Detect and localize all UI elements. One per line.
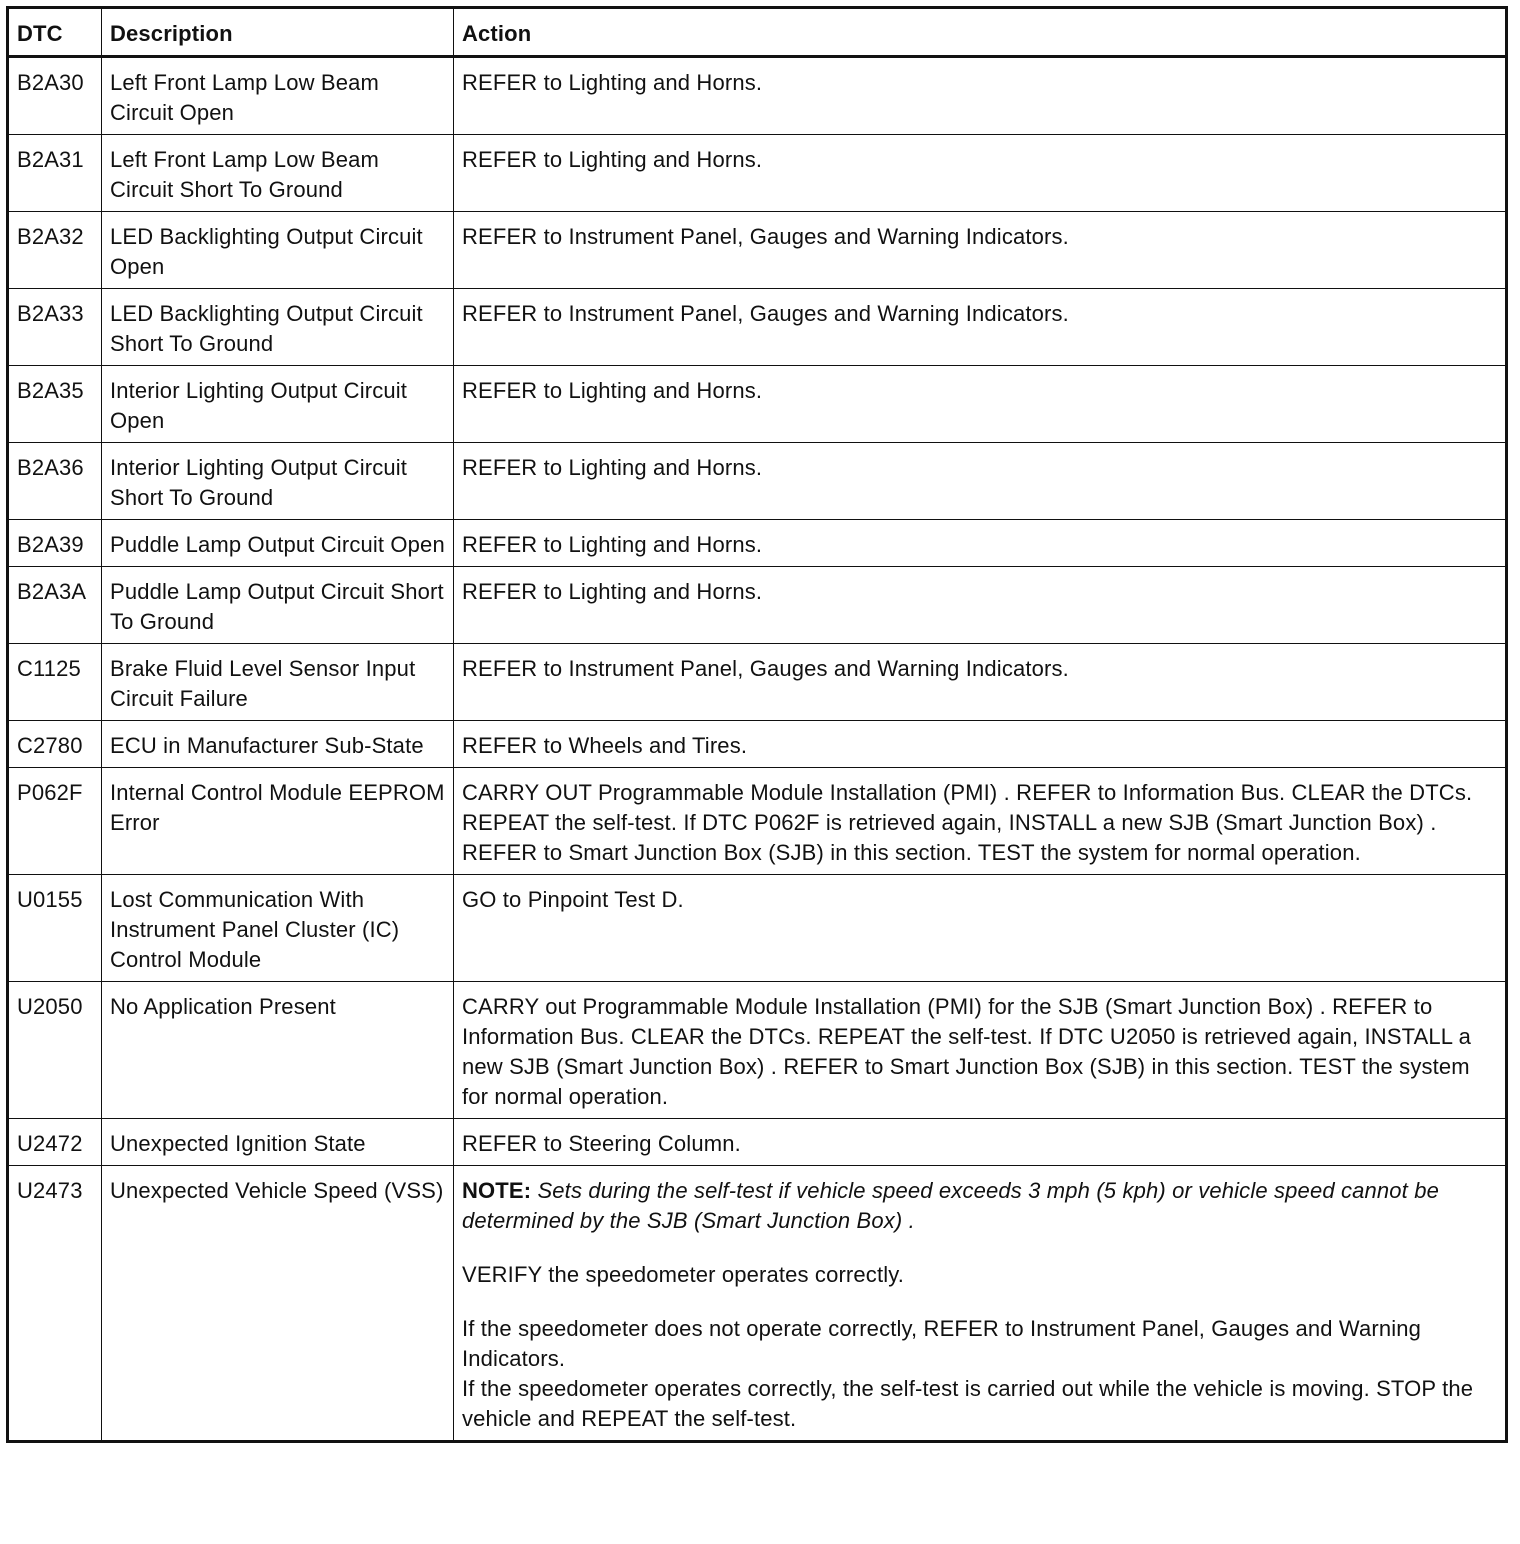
dtc-action: REFER to Lighting and Horns.	[454, 520, 1507, 567]
dtc-action: GO to Pinpoint Test D.	[454, 875, 1507, 982]
table-row	[8, 212, 1507, 289]
dtc-code: U2472	[8, 1119, 102, 1166]
dtc-code: B2A30	[8, 57, 102, 135]
dtc-description: Brake Fluid Level Sensor Input Circuit Failure	[102, 644, 454, 721]
table-row	[8, 520, 1507, 567]
dtc-action: CARRY OUT Programmable Module Installation (PMI) . REFER to Information Bus. CLEAR the DTCs. REPEAT the self-test. If DTC P062F is retrieved again, INSTALL a new SJB (Smart Junction Box) . REFER to Smart Junction Box (SJB) in this section. TEST the system for normal operation.	[454, 768, 1507, 875]
note-label: NOTE:	[462, 1178, 532, 1203]
table-row	[8, 443, 1507, 520]
table-row	[8, 721, 1507, 768]
dtc-description: LED Backlighting Output Circuit Short To Ground	[102, 289, 454, 366]
dtc-action: REFER to Instrument Panel, Gauges and Warning Indicators.	[454, 644, 1507, 721]
table-header-row	[8, 8, 1507, 57]
dtc-code: C2780	[8, 721, 102, 768]
dtc-action: REFER to Lighting and Horns.	[454, 366, 1507, 443]
if-correct-instruction: If the speedometer operates correctly, the self-test is carried out while the vehicle is moving. STOP the vehicle and REPEAT the self-test.	[462, 1376, 1474, 1431]
table-row	[8, 1119, 1507, 1166]
dtc-code: B2A3A	[8, 567, 102, 644]
dtc-description: No Application Present	[102, 982, 454, 1119]
note-text: Sets during the self-test if vehicle speed exceeds 3 mph (5 kph) or vehicle speed cannot be determined by the SJB (Smart Junction Box) .	[462, 1178, 1439, 1233]
dtc-action: REFER to Wheels and Tires.	[454, 721, 1507, 768]
verify-instruction: VERIFY the speedometer operates correctly.	[462, 1262, 905, 1287]
dtc-description: LED Backlighting Output Circuit Open	[102, 212, 454, 289]
dtc-code: C1125	[8, 644, 102, 721]
table-row	[8, 366, 1507, 443]
dtc-description: Puddle Lamp Output Circuit Short To Ground	[102, 567, 454, 644]
table-row	[8, 567, 1507, 644]
dtc-action: REFER to Lighting and Horns.	[454, 135, 1507, 212]
table-row	[8, 875, 1507, 982]
table-row	[8, 57, 1507, 135]
table-row	[8, 768, 1507, 875]
if-not-correct-instruction: If the speedometer does not operate correctly, REFER to Instrument Panel, Gauges and Warning Indicators.	[462, 1316, 1422, 1371]
dtc-code: P062F	[8, 768, 102, 875]
table-row	[8, 1166, 1507, 1442]
dtc-table	[6, 6, 1508, 1443]
dtc-action: REFER to Steering Column.	[454, 1119, 1507, 1166]
dtc-action: REFER to Instrument Panel, Gauges and Warning Indicators.	[454, 212, 1507, 289]
dtc-code: B2A39	[8, 520, 102, 567]
dtc-action: REFER to Lighting and Horns.	[454, 443, 1507, 520]
dtc-code: B2A35	[8, 366, 102, 443]
dtc-description: Unexpected Ignition State	[102, 1119, 454, 1166]
note-paragraph	[462, 1176, 1497, 1236]
dtc-description: Interior Lighting Output Circuit Short To Ground	[102, 443, 454, 520]
dtc-code: B2A36	[8, 443, 102, 520]
table-row	[8, 289, 1507, 366]
table-row	[8, 135, 1507, 212]
dtc-action: REFER to Lighting and Horns.	[454, 57, 1507, 135]
dtc-description: Interior Lighting Output Circuit Open	[102, 366, 454, 443]
dtc-action: REFER to Lighting and Horns.	[454, 567, 1507, 644]
dtc-description: ECU in Manufacturer Sub-State	[102, 721, 454, 768]
dtc-code: U2050	[8, 982, 102, 1119]
conditional-instructions	[462, 1314, 1497, 1434]
header-description: Description	[102, 8, 454, 57]
dtc-description: Left Front Lamp Low Beam Circuit Short To Ground	[102, 135, 454, 212]
dtc-code: B2A33	[8, 289, 102, 366]
header-action: Action	[454, 8, 1507, 57]
dtc-description: Unexpected Vehicle Speed (VSS)	[102, 1166, 454, 1442]
header-dtc: DTC	[8, 8, 102, 57]
dtc-description: Lost Communication With Instrument Panel Cluster (IC) Control Module	[102, 875, 454, 982]
dtc-action: CARRY out Programmable Module Installation (PMI) for the SJB (Smart Junction Box) . REFER to Information Bus. CLEAR the DTCs. REPEAT the self-test. If DTC U2050 is retrieved again, INSTALL a new SJB (Smart Junction Box) . REFER to Smart Junction Box (SJB) in this section. TEST the system for normal operation.	[454, 982, 1507, 1119]
dtc-code: U0155	[8, 875, 102, 982]
dtc-code: U2473	[8, 1166, 102, 1442]
dtc-description: Left Front Lamp Low Beam Circuit Open	[102, 57, 454, 135]
dtc-description: Puddle Lamp Output Circuit Open	[102, 520, 454, 567]
dtc-code: B2A31	[8, 135, 102, 212]
dtc-code: B2A32	[8, 212, 102, 289]
table-row	[8, 982, 1507, 1119]
dtc-description: Internal Control Module EEPROM Error	[102, 768, 454, 875]
dtc-action: REFER to Instrument Panel, Gauges and Warning Indicators.	[454, 289, 1507, 366]
dtc-action	[454, 1166, 1507, 1442]
table-row	[8, 644, 1507, 721]
